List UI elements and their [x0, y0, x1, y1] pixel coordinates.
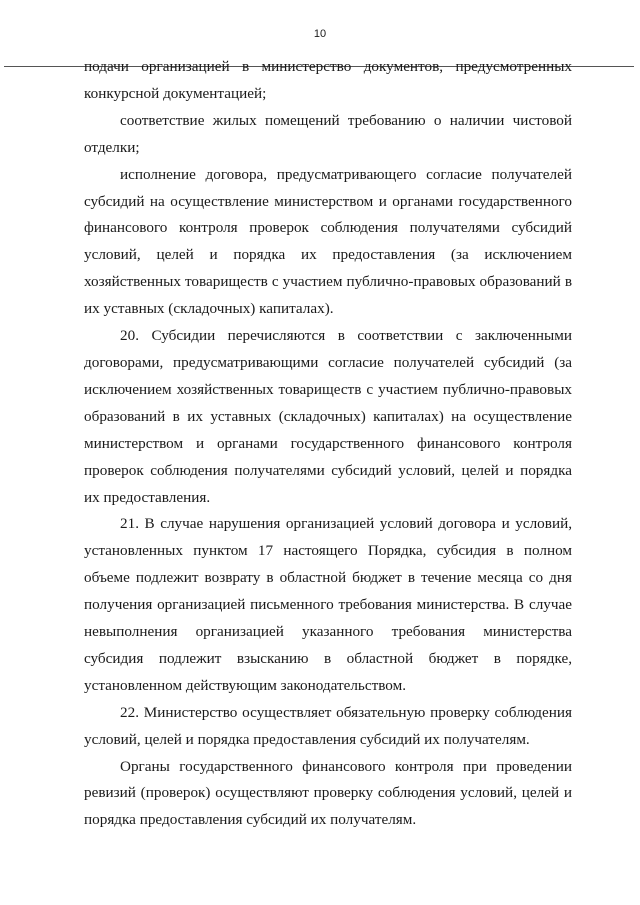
paragraph-financial-control: Органы государственного финансового контроля при проведении ревизий (проверок) осуществляют проверку соблюдения условий, целей и порядка предоставления субсидий их получателям. [84, 757, 572, 829]
paragraph-finish-requirement: соответствие жилых помещений требованию о наличии чистовой отделки; [84, 111, 572, 156]
paragraph-clause-22: 22. Министерство осуществляет обязательную проверку соблюдения условий, целей и порядка предоставления субсидий их получателям. [84, 703, 572, 748]
page-number: 10 [313, 28, 327, 40]
paragraph-continuation: подачи организацией в министерство документов, предусмотренных конкурсной документацией; [84, 58, 572, 102]
paragraph-contract-execution: исполнение договора, предусматривающего согласие получателей субсидий на осуществление министерством и органами государственного финансового контроля проверок соблюдения получателями субсидий условий, целей и порядка их предоставления (за исключением хозяйственных товариществ с участием публично-правовых образований в их уставных (складочных) капиталах). [84, 165, 572, 318]
paragraph-clause-20: 20. Субсидии перечисляются в соответствии с заключенными договорами, предусматривающими согласие получателей субсидий (за исключением хозяйственных товариществ с участием публично-правовых образований в их уставных (складочных) капиталах) на осуществление министерством и органами государственного финансового контроля проверок соблюдения получателями субсидий условий, целей и порядка их предоставления. [84, 327, 572, 506]
document-body [84, 54, 572, 834]
paragraph-clause-21: 21. В случае нарушения организацией условий договора и условий, установленных пунктом 17 настоящего Порядка, субсидия в полном объеме подлежит возврату в областной бюджет в течение месяца со дня получения организацией письменного требования министерства. В случае невыполнения организацией указанного требования министерства субсидия подлежит взысканию в областной бюджет в порядке, установленном действующим законодательством. [84, 515, 572, 694]
